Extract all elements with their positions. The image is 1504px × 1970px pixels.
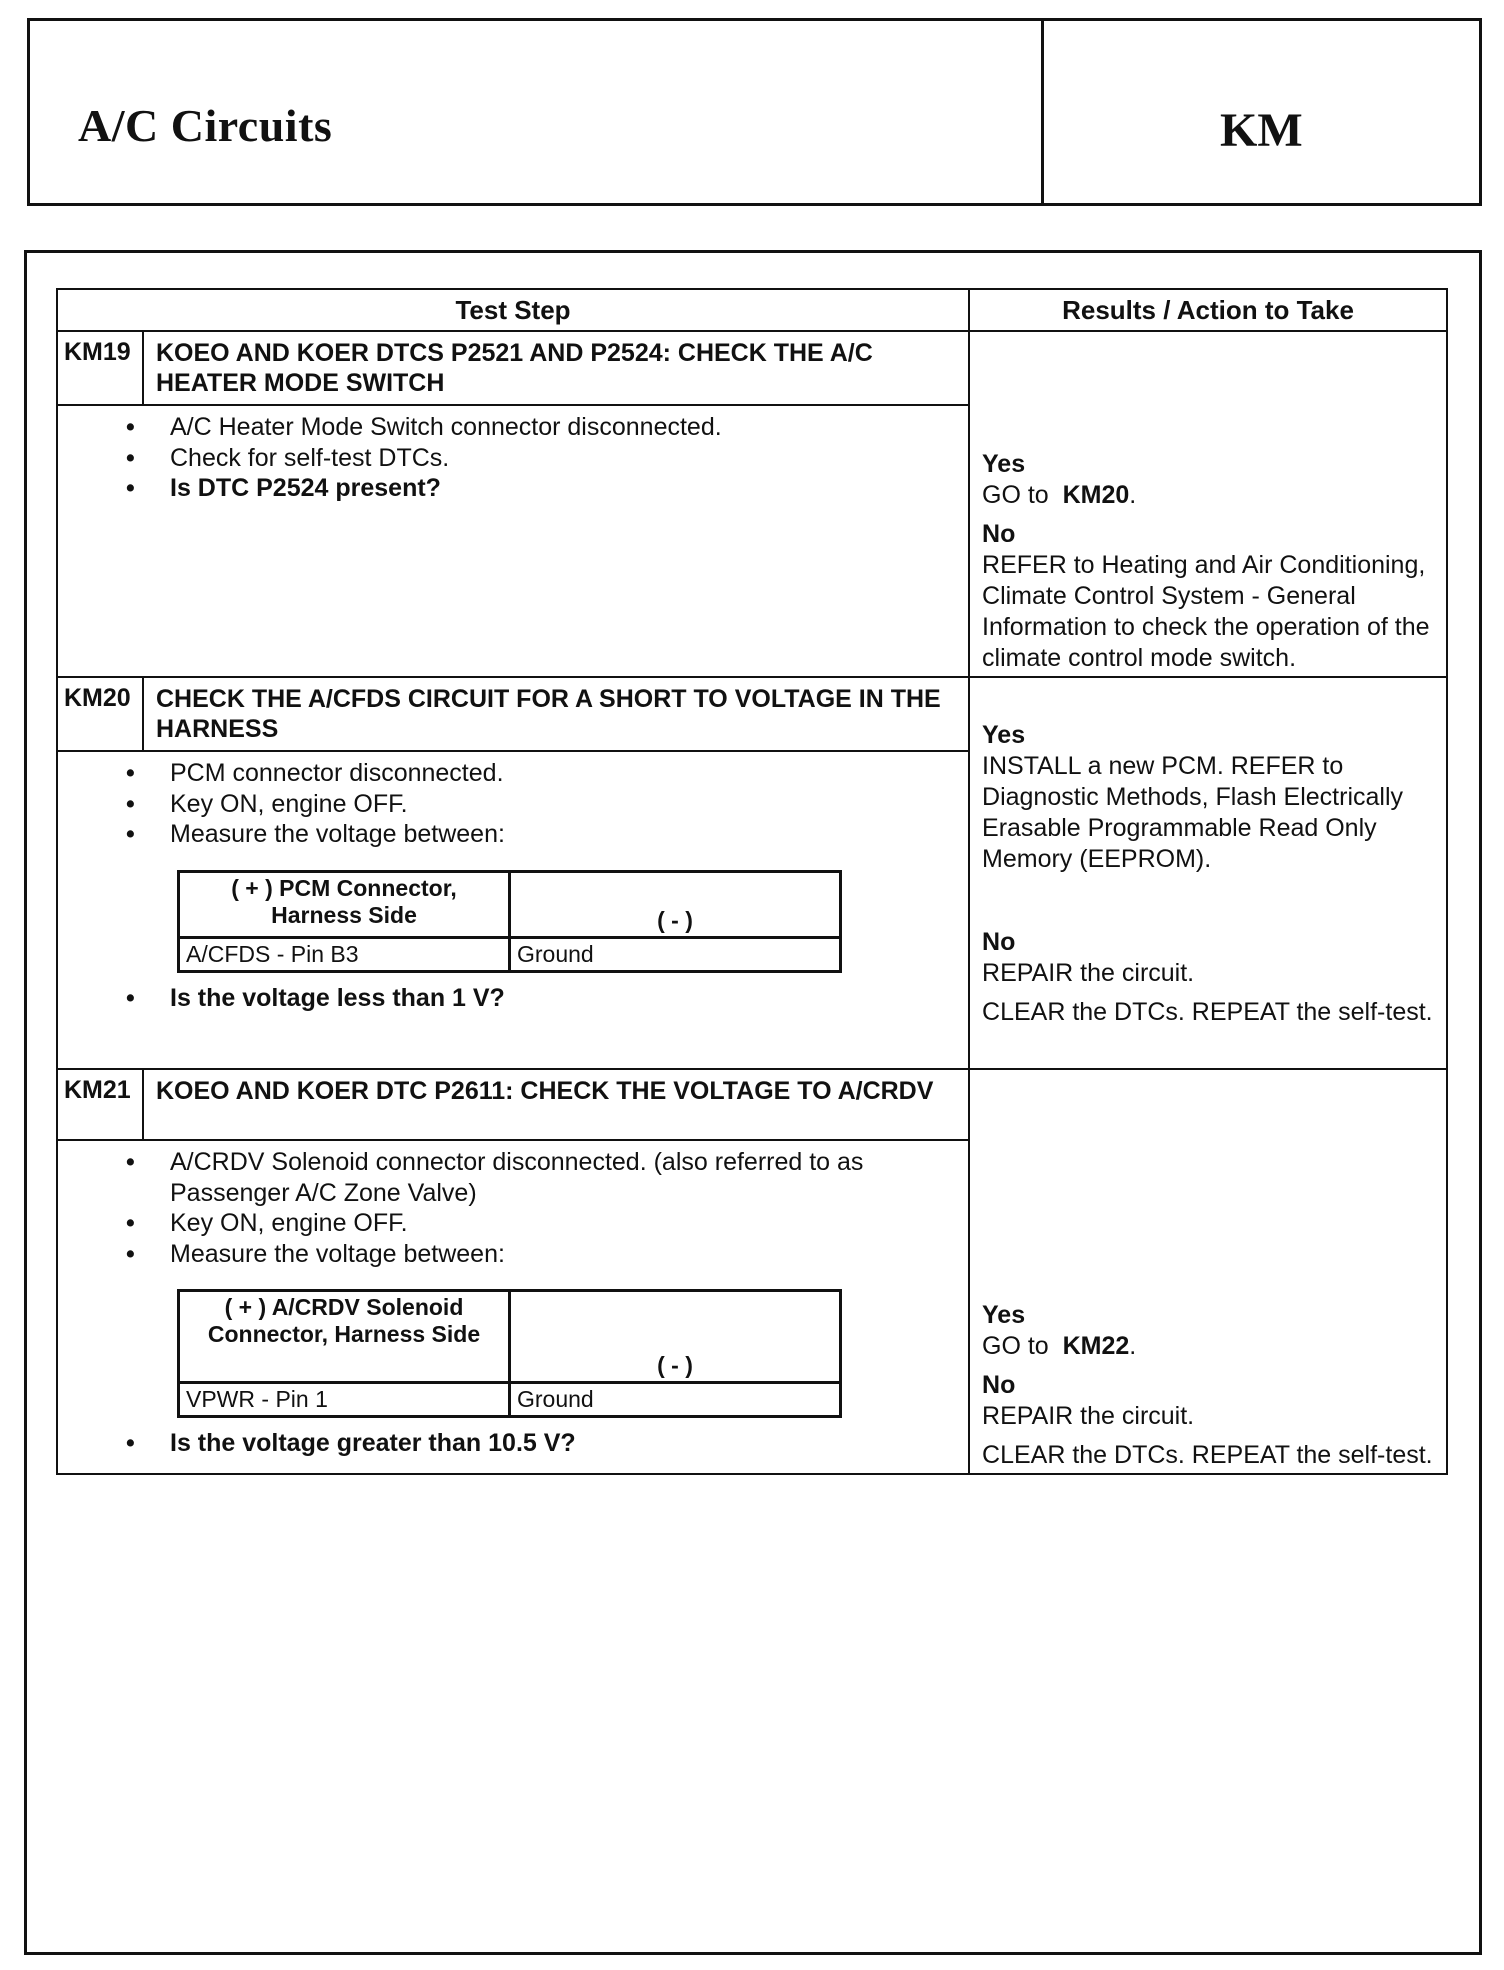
measure-cell: Ground: [510, 937, 841, 971]
header-divider: [1041, 21, 1044, 203]
no-label: No: [982, 1371, 1016, 1399]
bullet-list: [68, 983, 958, 1014]
step-question: • Is the voltage greater than 10.5 V?: [170, 1428, 958, 1459]
yes-text: GO to: [982, 1332, 1049, 1360]
list-item: • A/C Heater Mode Switch connector disconnected.: [170, 412, 958, 443]
bullet-list: [68, 1428, 958, 1459]
measure-cell: A/CFDS - Pin B3: [179, 937, 510, 971]
no-label: No: [982, 928, 1016, 956]
step-id: KM21: [57, 1069, 143, 1140]
measure-col2-header: ( - ): [510, 1291, 841, 1383]
step-result-km20: [969, 677, 1447, 1069]
step-title: KOEO AND KOER DTCS P2521 AND P2524: CHECK THE A/C HEATER MODE SWITCH: [143, 331, 969, 405]
measure-cell: Ground: [510, 1383, 841, 1417]
list-item: • Key ON, engine OFF.: [170, 789, 958, 820]
step-body: [57, 1140, 969, 1474]
table-header-row: [57, 289, 1447, 331]
list-item: • A/CRDV Solenoid connector disconnected. (also referred to as Passenger A/C Zone Valve): [170, 1147, 958, 1208]
test-step-table: [56, 288, 1448, 1475]
yes-label: Yes: [982, 1301, 1026, 1329]
yes-text: GO to: [982, 481, 1049, 509]
no-text: REPAIR the circuit.: [982, 959, 1195, 987]
step-question: • Is the voltage less than 1 V?: [170, 983, 958, 1014]
measure-col1-header: ( + ) PCM Connector, Harness Side: [179, 871, 510, 937]
step-body: [57, 751, 969, 1069]
yes-text: INSTALL a new PCM. REFER to Diagnostic Methods, Flash Electrically Erasable Programmable Read Only Memory (EEPROM).: [982, 752, 1404, 873]
no-text-2: CLEAR the DTCs. REPEAT the self-test.: [982, 1441, 1433, 1469]
step-title-row-km21: [57, 1069, 1447, 1140]
step-result-km21: Yes GO to KM22. No REPAIR the circuit. CLEAR the DTCs. REPEAT the self-test.: [969, 1069, 1447, 1474]
no-text-2: CLEAR the DTCs. REPEAT the self-test.: [982, 998, 1433, 1026]
list-item: • Key ON, engine OFF.: [170, 1208, 958, 1239]
bullet-list: [68, 758, 958, 850]
yes-label: Yes: [982, 721, 1026, 749]
section-title: A/C Circuits: [78, 100, 333, 151]
section-code: KM: [1220, 104, 1303, 157]
step-body: [57, 405, 969, 677]
measure-cell: VPWR - Pin 1: [179, 1383, 510, 1417]
measurement-table: [177, 870, 842, 973]
col-header-test-step: Test Step: [57, 289, 969, 331]
list-item: • Measure the voltage between:: [170, 1239, 958, 1270]
no-text: REFER to Heating and Air Conditioning, Climate Control System - General Information to check the operation of the climate control mode switch.: [982, 551, 1430, 672]
bullet-list: [68, 412, 958, 504]
step-id: KM20: [57, 677, 143, 751]
list-item: • Check for self-test DTCs.: [170, 443, 958, 474]
step-result-km19: Yes GO to KM20. No REFER to Heating and Air Conditioning, Climate Control System - General Information to check the operation of the climate control mode switch.: [969, 331, 1447, 677]
col-header-results: Results / Action to Take: [969, 289, 1447, 331]
no-text: REPAIR the circuit.: [982, 1402, 1195, 1430]
measurement-table: [177, 1289, 842, 1418]
measure-col1-header: ( + ) A/CRDV Solenoid Connector, Harness Side: [179, 1291, 510, 1383]
bullet-list: [68, 1147, 958, 1269]
yes-ref-link[interactable]: KM20: [1062, 481, 1130, 509]
no-label: No: [982, 520, 1016, 548]
step-question: • Is DTC P2524 present?: [170, 473, 958, 504]
step-title: KOEO AND KOER DTC P2611: CHECK THE VOLTAGE TO A/CRDV: [143, 1069, 969, 1140]
step-title-row-km20: [57, 677, 1447, 751]
yes-label: Yes: [982, 450, 1026, 478]
measure-col2-header: ( - ): [510, 871, 841, 937]
list-item: • Measure the voltage between:: [170, 819, 958, 850]
step-title: CHECK THE A/CFDS CIRCUIT FOR A SHORT TO VOLTAGE IN THE HARNESS: [143, 677, 969, 751]
yes-ref-link[interactable]: KM22: [1062, 1332, 1130, 1360]
list-item: • PCM connector disconnected.: [170, 758, 958, 789]
step-title-row-km19: [57, 331, 1447, 405]
page-header: [27, 18, 1482, 206]
step-id: KM19: [57, 331, 143, 405]
